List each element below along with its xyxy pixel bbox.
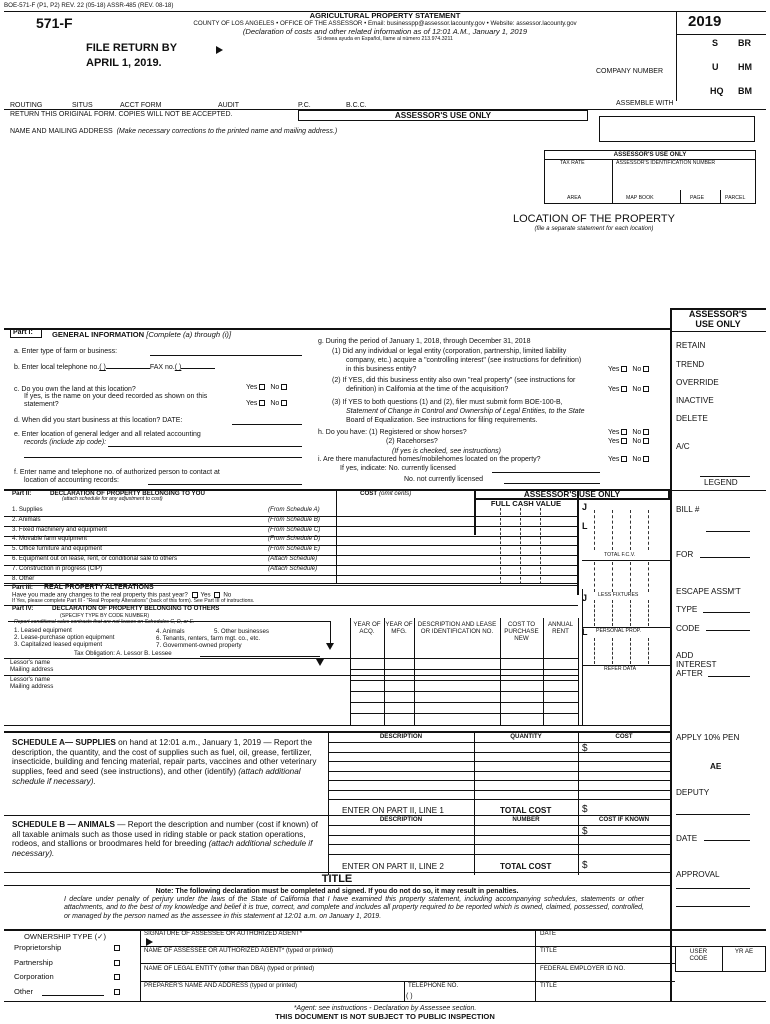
p2-cost-input[interactable] [337,566,474,575]
part1-label: Part I: [13,329,33,336]
ownership-type: OWNERSHIP TYPE (✓) [24,932,107,941]
p1-c-yesno[interactable]: Yes No [246,384,290,392]
sched-a-cost: COST [615,733,633,740]
p4-code-1: 1. Leased equipment [14,627,72,634]
code-u: U [712,62,719,72]
sched-b-row[interactable] [328,854,670,855]
side-trend: TREND [676,360,705,369]
part4-label: Part IV: [12,605,34,612]
p4-col-header: ANNUAL RENT [547,621,574,635]
col-pc: P.C. [298,102,311,109]
side-date: DATE [676,834,698,843]
sched-b-enter: ENTER ON PART II, LINE 2 [342,862,444,871]
p1-b: b. Enter local telephone no.( ) FAX no.( ) [14,364,215,372]
p1-g1c: in this business entity? [346,366,417,373]
assessors-use-header: ASSESSOR'S USE ONLY [394,111,492,120]
p4-code-6: 6. Tenants, renters, farm mgt. co., etc. [156,635,261,642]
p1-g1a: (1) Did any individual or legal entity (corporation, partnership, limited liability [332,348,567,355]
own-other-box[interactable] [112,988,123,996]
farm-type-input[interactable] [150,355,302,356]
location-title: LOCATION OF THE PROPERTY [513,213,675,225]
own-partnership-box[interactable] [112,959,123,967]
sched-b-row[interactable] [328,844,670,845]
sched-b-number: NUMBER [512,816,540,823]
total-fcv: TOTAL F.C.V. [604,552,636,558]
side-add: ADD [676,651,694,660]
yr-ae-label: YR AE [734,948,754,955]
p4-code-4: 4. Animals [156,628,185,635]
assessor-input-box[interactable] [599,116,755,142]
p1-e1: e. Enter location of general ledger and all related accounting [14,431,201,438]
p1-g3b: Statement of Change in Control and Ownership of Legal Entities, to the State [346,408,585,415]
preparer-label: PREPARER'S NAME AND ADDRESS (typed or printed) [144,982,298,989]
p1-g3a: (3) If YES to both questions (1) and (2), filer must submit form BOE-100-B, [332,399,563,406]
p2-row-label: 6. Equipment out on lease, rent, or conditional sale to others [12,555,178,562]
p2-row-label: 1. Supplies [12,506,43,513]
code-bm: BM [738,86,752,96]
return-note: RETURN THIS ORIGINAL FORM. COPIES WILL NOT BE ACCEPTED. [10,111,233,118]
col-acct-form: ACCT FORM [120,102,162,109]
declaration-note: Note: The following declaration must be completed and signed. If you do not do so, it may result in penalties. [155,888,519,895]
p1-i1: i. Are there manufactured homes/mobilehomes located on the property? [318,456,541,463]
side-deputy: DEPUTY [676,788,710,797]
p4-code-7: 7. Government-owned property [156,642,242,649]
lessor-name-1: Lessor's name [10,659,51,666]
p2-row-schedule: (Attach Schedule) [268,564,318,572]
sched-a-row[interactable] [328,771,670,772]
side-apply-pen: APPLY 10% PEN [676,733,740,742]
form-year: 2019 [688,13,722,30]
part3-title: REAL PROPERTY ALTERATIONS [44,584,154,591]
p2-row-schedule: (Attach Schedule) [268,555,318,562]
col-routing: ROUTING [10,102,43,109]
parcel-label: PARCEL [725,195,746,201]
p2-row-schedule: (From Schedule B) [268,515,320,523]
side-escape: ESCAPE ASSM'T [676,587,741,596]
side-after: AFTER [676,669,703,678]
file-return-by: FILE RETURN BY [86,42,178,54]
code-br: BR [738,38,751,48]
side-for: FOR [676,550,694,559]
own-proprietorship[interactable]: Proprietorship [14,943,62,952]
own-corporation-box[interactable] [112,973,123,981]
p1-e2: records (include zip code): [24,439,107,446]
footer-notice: THIS DOCUMENT IS NOT SUBJECT TO PUBLIC INSPECTION [275,1012,495,1021]
user-code-label: USER CODE [689,948,708,962]
side-bill: BILL # [676,505,700,514]
licensed-input[interactable] [492,472,600,473]
side-code: CODE [676,624,700,633]
part4-title: DECLARATION OF PROPERTY BELONGING TO OTHERS [52,605,220,612]
p2-cost-input[interactable] [337,536,474,545]
arrow-right-icon [216,46,223,54]
personal-prop: PERSONAL PROP. [596,628,641,634]
p2-j: J [582,502,588,512]
col-audit: AUDIT [218,102,239,109]
p1-c2: If yes, is the name on your deed recorded as shown on this [24,393,208,400]
form-revision: BOE-571-F (P1, P2) REV. 22 (05-18) ASSR-485 (REV. 08-18) [4,2,174,9]
company-number-label: COMPANY NUMBER [596,68,664,75]
p2-assessor-use: ASSESSOR'S USE ONLY [523,490,621,499]
sched-b-row[interactable] [328,835,670,836]
p2-cost-input[interactable] [337,527,474,536]
part1-title: GENERAL INFORMATION [Complete (a) through (i)] [52,330,232,339]
side-interest: INTEREST [676,660,717,669]
sched-b-total-dollar: $ [582,860,588,871]
p1-c3: statement? [24,401,59,408]
p1-g1b: company, etc.) acquire a "controlling interest" (see instructions for definition) [346,357,582,364]
part3-question: Have you made any changes to the real property this past year? Yes No [12,591,232,599]
p2-row-label: 5. Office furniture and equipment [12,545,103,553]
code-s: S [712,38,719,48]
sched-a-row[interactable] [328,790,670,791]
location-note: (file a separate statement for each location) [534,225,654,232]
side-delete: DELETE [676,414,708,423]
p1-a: a. Enter type of farm or business: [14,348,118,355]
p4-col-header: YEAR OF MFG. [385,621,413,635]
refer-data: REFER DATA [604,666,637,672]
file-return-date: APRIL 1, 2019. [86,57,162,69]
p2-row-label: 8. Other [12,574,35,582]
part4-report: Report conditional sales contracts that are not leases on Schedules C, D, or E. [14,619,195,625]
form-subtitle: (Declaration of costs and other related information as of 12:01 A.M., January 1, 2019 [242,27,528,36]
own-partnership[interactable]: Partnership [14,958,53,967]
p4-col-header: YEAR OF ACQ. [353,621,381,635]
p1-g: g. During the period of January 1, 2018, through December 31, 2018 [318,338,531,345]
signature-label: SIGNATURE OF ASSESSEE OR AUTHORIZED AGENT* [144,930,303,937]
p2-cost-input[interactable] [337,507,474,516]
side-title-2: USE ONLY [695,319,741,329]
p2-row-label: 4. Movable farm equipment [12,535,87,543]
part2-note: (attach schedule for any adjustment to cost) [62,496,163,502]
p1-h-note: (If yes is checked, see instructions) [392,448,501,455]
p2-row-schedule: (From Schedule A) [268,506,320,513]
declaration-title: TITLE [321,873,353,885]
full-cash-value: FULL CASH VALUE [490,499,562,508]
sched-a-row[interactable] [328,752,670,753]
sched-a-total: TOTAL COST [500,806,552,815]
mailing-2: Mailing address [10,683,54,690]
p1-g2b: definition) in California at the time of the acquisition? [346,386,509,393]
p1-g1-yesno[interactable]: Yes No [608,366,652,374]
side-retain: RETAIN [676,341,706,350]
schedule-b-text: SCHEDULE B — ANIMALS — Report the description and number (cost if known) of all taxable animals such as those used in riding stable or pack station operations, rodeos, and stallions or broodmares held for breeding (attach additional schedule if necessary). [12,820,318,859]
schedule-a-text: SCHEDULE A— SUPPLIES on hand at 12:01 a.m., January 1, 2019 — Report the description, the quantity, and the cost of supplies such as fuel, oil, grease, fertilizer, insecticide, building and fencing material, repair parts, vaccines and other veterinary supplies, feed and seed (see instructions), and other (identify) (attach additional schedule if necessary). [12,738,317,786]
p4-col-header: COST TO PURCHASE NEW [504,621,539,642]
start-date-input[interactable] [232,424,302,425]
p1-c1: c. Do you own the land at this location? [14,386,136,393]
fein-label: FEDERAL EMPLOYER ID NO. [540,965,626,972]
form-number: 571-F [36,15,73,31]
not-licensed-input[interactable] [504,483,600,484]
name-agent-label: NAME OF ASSESSEE OR AUTHORIZED AGENT* (typed or printed) [144,947,334,954]
title-label: TITLE [540,947,557,954]
p1-h2: (2) Racehorses? [386,438,438,445]
tax-rate-label: TAX RATE [560,160,585,166]
ledger-input-1[interactable] [108,446,302,447]
down-arrow-icon [326,643,334,650]
phone-paren: ( ) [406,993,413,1000]
side-approval: APPROVAL [676,870,720,879]
down-arrow-icon-2 [316,659,324,666]
p4-code-5: 5. Other businesses [214,628,270,635]
sched-a-row[interactable] [328,742,670,743]
code-hq: HQ [710,86,724,96]
agency-line: COUNTY OF LOS ANGELES • OFFICE OF THE ASSESSOR • Email: businesspp@assessor.lacounty.gov • Website: assessor.lacounty.gov [193,20,577,27]
p1-d: d. When did you start business at this location? DATE: [14,417,183,424]
col-bcc: B.C.C. [346,102,367,109]
col-situs: SITUS [72,102,93,109]
p1-h2-yesno[interactable]: Yes No [608,438,652,446]
p4-tax-obligation: Tax Obligation: A. Lessor B. Lessee [74,650,172,657]
date-label: DATE [540,930,557,937]
sched-b-total: TOTAL COST [500,862,552,871]
sched-a-row[interactable] [328,799,670,800]
sched-a-description: DESCRIPTION [379,733,423,740]
part3-note: If Yes, please complete Part III - "Real Property Alterations" (back of this form). See Part III of instructions. [12,598,255,604]
name-address-label: NAME AND MAILING ADDRESS (Make necessary corrections to the printed name and mailing address.) [10,128,338,135]
p2-row-schedule: (From Schedule C) [268,525,321,533]
p2-row-label: 7. Construction in progress (CIP) [12,564,103,572]
sched-a-total-dollar: $ [582,804,588,815]
side-legend: LEGEND [704,478,738,487]
sched-a-enter: ENTER ON PART II, LINE 1 [342,806,444,815]
sign-arrow-icon [146,938,153,946]
contact-input[interactable] [148,484,302,485]
agent-footnote: *Agent: see instructions - Declaration by Assessee section. [293,1005,477,1012]
p4-code-3: 3. Capitalized leased equipment [14,641,103,648]
p4-col-header: DESCRIPTION AND LEASE OR IDENTIFICATION NO. [417,621,497,635]
p1-g2a: (2) If YES, did this business entity also own "real property" (see instructions for [332,377,576,384]
p2-row-schedule: (From Schedule E) [268,545,320,553]
p1-f1: f. Enter name and telephone no. of authorized person to contact at [14,469,220,476]
p1-g3c: Board of Equalization. See instructions for filing requirements. [346,417,538,424]
p2-cost-input[interactable] [337,546,474,555]
part2-cost-label: COST (omit cents) [360,490,412,497]
part2-label: Part II: [12,490,32,497]
assemble-with: ASSEMBLE WITH [616,100,674,107]
p2-l2: L [582,627,588,637]
lessor-name-2: Lessor's name [10,676,51,683]
p1-g2-yesno[interactable]: Yes No [608,386,652,394]
id-number-label: ASSESSOR'S IDENTIFICATION NUMBER [616,160,716,166]
p1-f2: location of accounting records: [24,477,119,484]
page-label: PAGE [690,195,705,201]
sched-a-dollar: $ [582,743,588,754]
p2-row-label: 3. Fixed machinery and equipment [12,525,107,533]
own-proprietorship-box[interactable] [112,944,123,952]
p1-h: h. Do you have: (1) Registered or show horses? [318,429,467,436]
p2-j2: J [582,593,588,603]
sched-b-cost: COST IF KNOWN [598,816,650,823]
p1-i-yesno[interactable]: Yes No [608,456,652,464]
sched-b-row[interactable] [328,825,670,826]
sched-a-row[interactable] [328,761,670,762]
area-label: AREA [567,195,582,201]
side-title-1: ASSESSOR'S [688,309,748,319]
side-inactive: INACTIVE [676,396,714,405]
declaration-text: I declare under penalty of perjury under the laws of the State of California that I have examined this property statement, including accompanying schedules, statements or other attachments, and to the best of my knowledge and belief it is true, correct, and complete and includes all property required to be reported which is owned, claimed, possessed, controlled, or managed by the person named as the assessee in this statement at 12:01 a.m. on January 1, 2019. [64,896,644,920]
p1-c3-yesno[interactable]: Yes No [246,400,290,408]
own-other[interactable]: Other [14,987,33,996]
p2-row-label: 2. Animals [12,515,41,523]
sched-a-quantity: QUANTITY [510,733,542,740]
mailing-1: Mailing address [10,666,54,673]
sched-b-dollar: $ [582,826,588,837]
p2-cost-input[interactable] [337,556,474,565]
sched-b-description: DESCRIPTION [379,816,423,823]
own-corporation[interactable]: Corporation [14,972,54,981]
code-hm: HM [738,62,752,72]
ledger-input-2[interactable] [24,457,302,458]
side-ac: A/C [676,442,690,451]
less-fixtures: LESS FIXTURES [598,592,639,598]
sched-a-row[interactable] [328,780,670,781]
form-title: AGRICULTURAL PROPERTY STATEMENT [309,11,461,20]
side-type: TYPE [676,605,698,614]
legal-entity-label: NAME OF LEGAL ENTITY (other than DBA) (typed or printed) [144,965,315,972]
p1-i3: No. not currently licensed [404,476,483,483]
side-ae: AE [710,762,722,771]
side-override: OVERRIDE [676,378,719,387]
part4-spec: (SPECIFY TYPE BY CODE NUMBER) [60,613,150,619]
p2-row-schedule: (From Schedule D) [268,535,321,543]
part3-label: Part III: [12,584,33,591]
spanish-help: Si desea ayuda en Español, llame al número 213.974.3211 [317,36,453,42]
part2-title: DECLARATION OF PROPERTY BELONGING TO YOU [50,490,205,497]
assessor-id-title: ASSESSOR'S USE ONLY [613,151,687,158]
p2-l: L [582,521,588,531]
p1-h1-yesno[interactable]: Yes No [608,429,652,437]
p4-code-2: 2. Lease-purchase option equipment [14,634,115,641]
map-book-label: MAP BOOK [626,195,654,201]
phone-label: TELEPHONE NO. [408,982,459,989]
p2-cost-input[interactable] [337,517,474,526]
p1-i2: If yes, indicate: No. currently licensed [340,465,456,472]
decl-title-label-2: TITLE [540,982,557,989]
